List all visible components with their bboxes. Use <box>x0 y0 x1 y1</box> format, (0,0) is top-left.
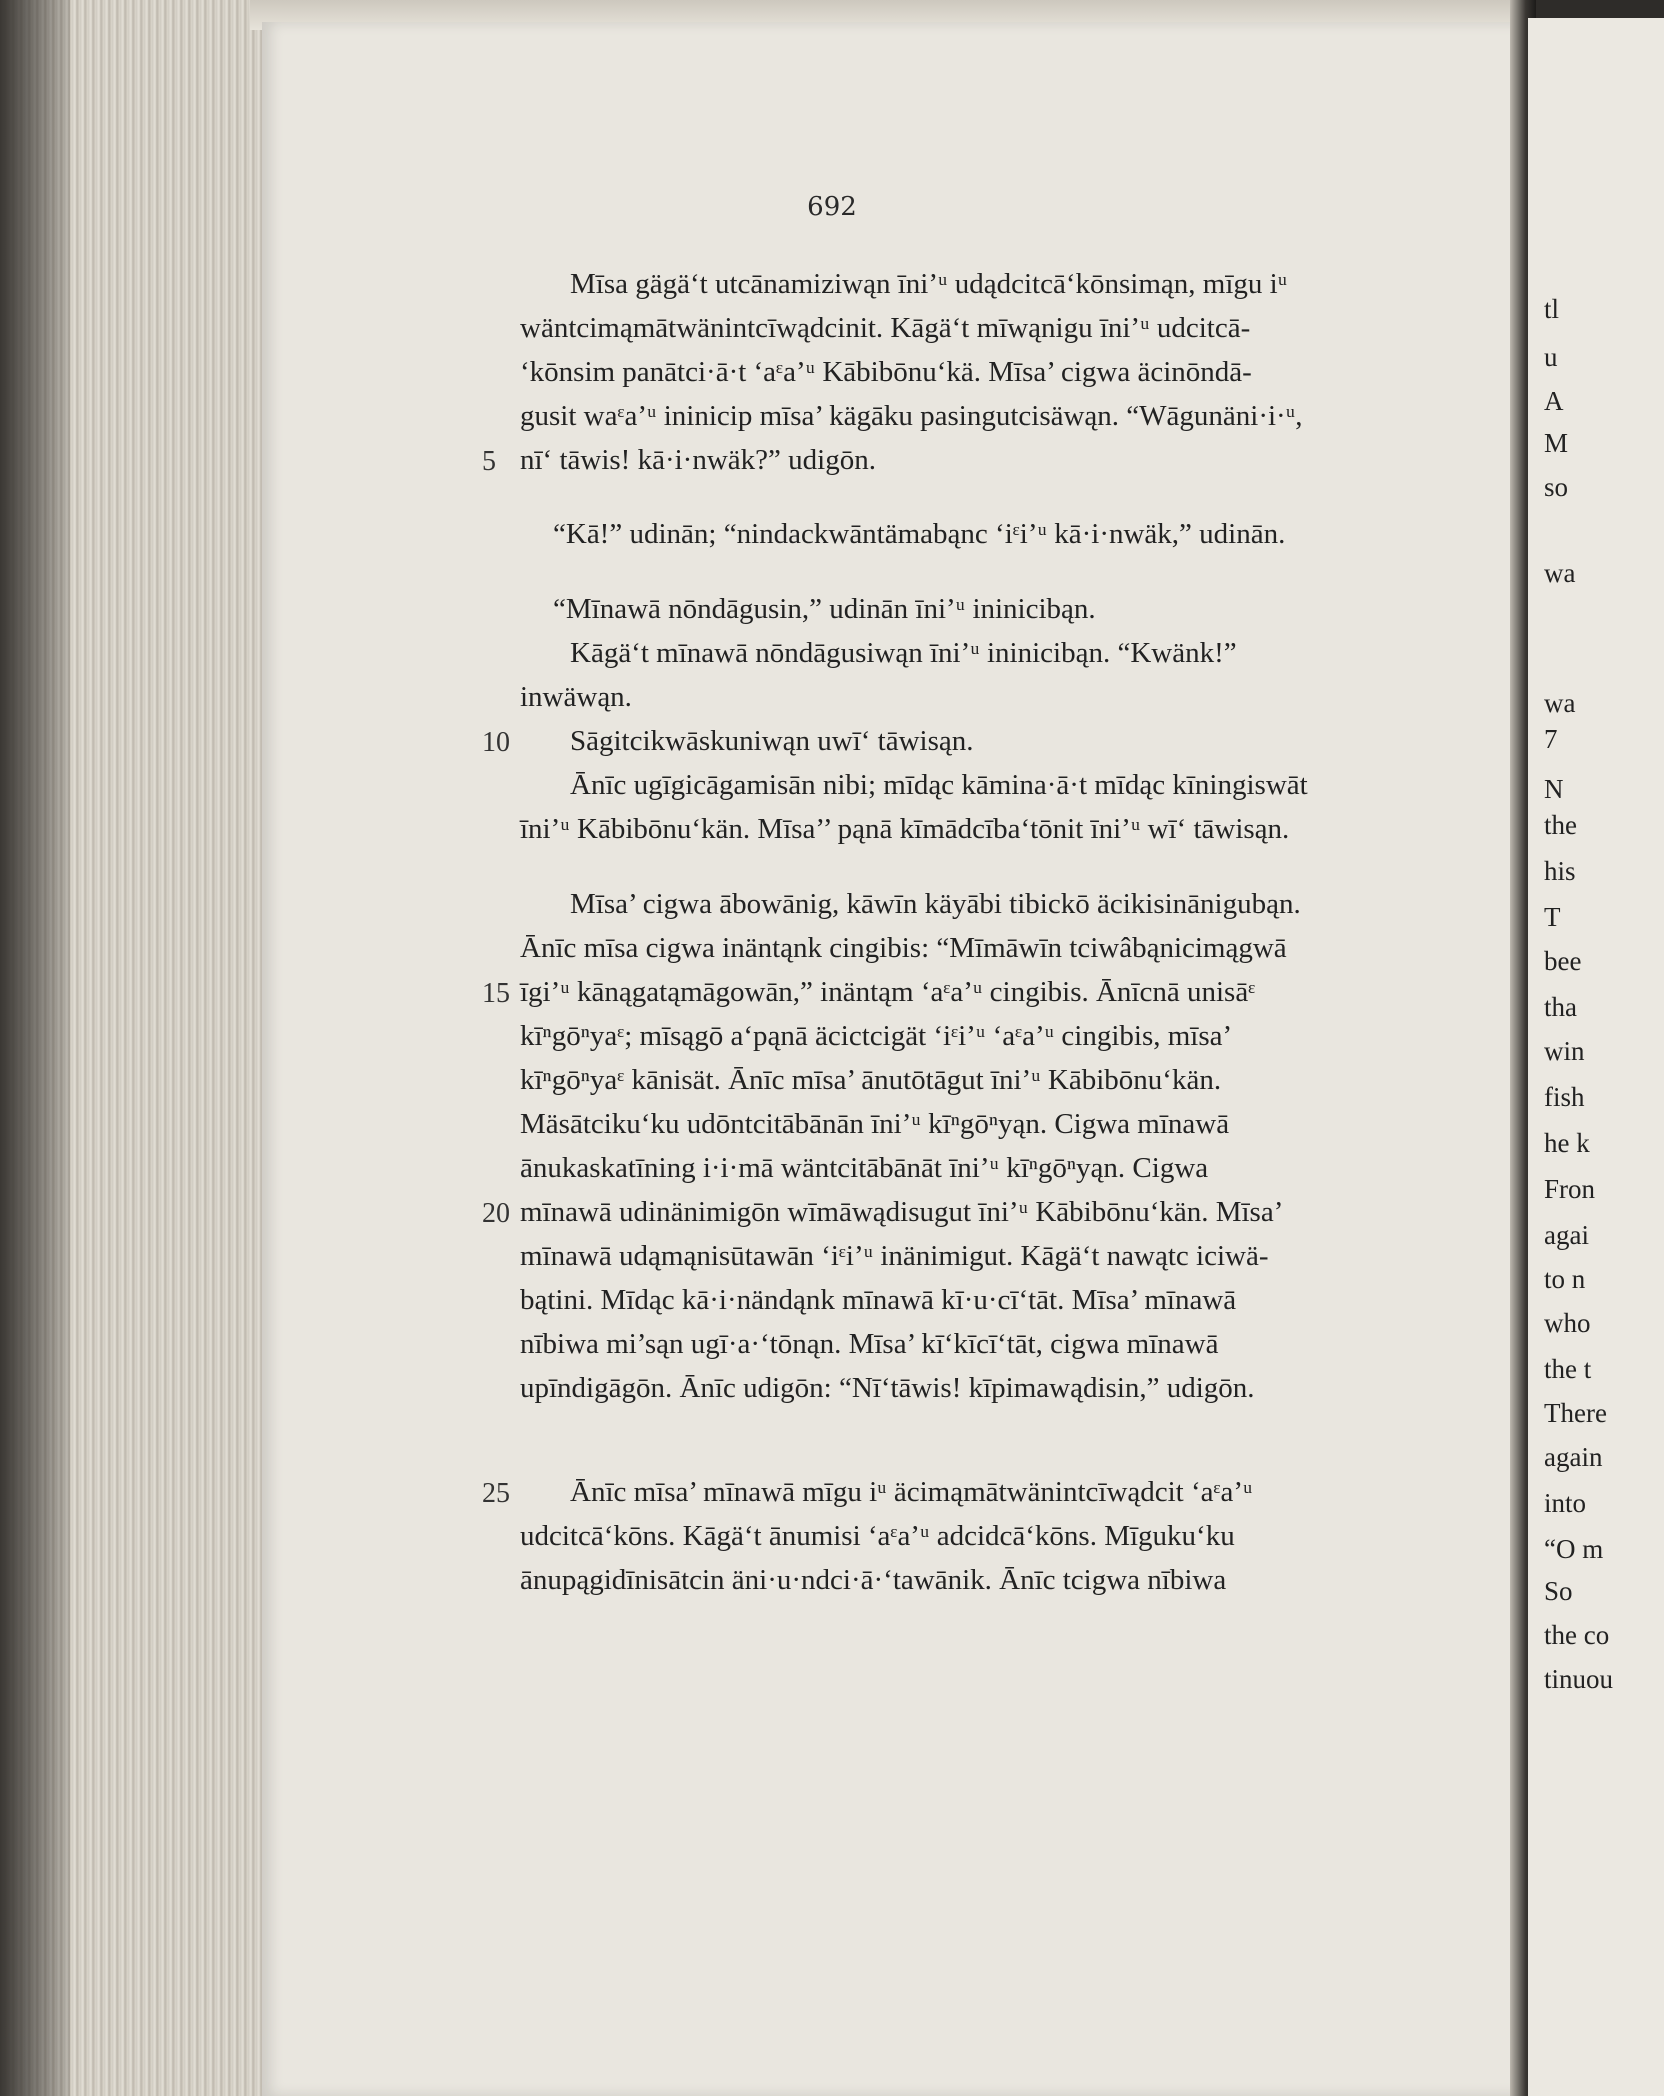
right-page-text-fragment: the co <box>1544 1620 1610 1650</box>
right-page-text-fragment: who <box>1544 1308 1591 1338</box>
text-line: gusit waᵋa’ᵘ ininicip mīsa’ kägāku pasingutcisäwąn. “Wāgunäni·i·ᵘ, <box>520 400 1303 432</box>
right-page-text-fragment: to n <box>1544 1264 1586 1294</box>
text-line: Ānīc mīsa’ mīnawā mīgu iᵘ äcimąmātwänintcīwądcit ‘aᵋa’ᵘ <box>570 1476 1253 1508</box>
right-page-text-fragment: N <box>1544 774 1564 804</box>
text-line: kīⁿgōⁿyaᵋ; mīsągō a‘pąnā äcictcigät ‘iᵋi’ᵘ ‘aᵋa’ᵘ cingibis, mīsa’ <box>520 1020 1233 1052</box>
text-line: mīnawā udąmąnisūtawān ‘iᵋi’ᵘ inänimigut. Kāgä‘t nawątc iciwä- <box>520 1240 1269 1272</box>
right-page-text-fragment: T <box>1544 902 1561 932</box>
page-number: 692 <box>807 192 857 222</box>
text-line: Mīsa gägä‘t utcānamiziwąn īni’ᵘ udądcitcā‘kōnsimąn, mīgu iᵘ <box>570 268 1288 300</box>
text-line: Ānīc mīsa cigwa inäntąnk cingibis: “Mīmāwīn tciwâbąnicimągwā <box>520 932 1287 964</box>
text-line: upīndigāgōn. Ānīc udigōn: “Nī‘tāwis! kīpimawądisin,” udigōn. <box>520 1372 1255 1404</box>
right-page-text-fragment: into <box>1544 1488 1587 1518</box>
text-line: ‘kōnsim panātci·ā·t ‘aᵋa’ᵘ Kābibōnu‘kä. Mīsa’ cigwa äcinōndā- <box>520 356 1252 388</box>
right-page-text-fragment: There <box>1544 1398 1607 1428</box>
text-line: “Mīnawā nōndāgusin,” udinān īni’ᵘ ininicibąn. <box>553 593 1096 625</box>
right-page-text-fragment: agai <box>1544 1220 1589 1250</box>
text-line: bątini. Mīdąc kā·i·nändąnk mīnawā kī·u·cī‘tāt. Mīsa’ mīnawā <box>520 1284 1237 1316</box>
text-line: Mäsātciku‘ku udōntcitābānān īni’ᵘ kīⁿgōⁿyąn. Cigwa mīnawā <box>520 1108 1230 1140</box>
text-line: udcitcā‘kōns. Kāgä‘t ānumisi ‘aᵋa’ᵘ adcidcā‘kōns. Mīguku‘ku <box>520 1520 1235 1552</box>
page-edge-shadow <box>0 0 70 2096</box>
right-page-text-fragment: he k <box>1544 1128 1590 1158</box>
text-line: “Kā!” udinān; “nindackwāntämabąnc ‘iᵋi’ᵘ kā·i·nwäk,” udinān. <box>553 518 1286 550</box>
right-page-text-fragment: 7 <box>1544 724 1558 754</box>
right-page-text-fragment: tha <box>1544 992 1577 1022</box>
right-page-text-fragment: bee <box>1544 946 1582 976</box>
text-line: īni’ᵘ Kābibōnu‘kän. Mīsa’’ pąnā kīmādcība‘tōnit īni’ᵘ wī‘ tāwisąn. <box>520 813 1290 845</box>
right-page-text-fragment: “O m <box>1544 1534 1604 1564</box>
right-page-text-fragment: u <box>1544 342 1558 372</box>
right-page-text-fragment: wa <box>1544 558 1576 588</box>
right-page-text-fragment: the t <box>1544 1354 1592 1384</box>
text-line: ānukaskatīning i·i·mā wäntcitābānāt īni’ᵘ kīⁿgōⁿyąn. Cigwa <box>520 1152 1209 1184</box>
text-line: Sāgitcikwāskuniwąn uwī‘ tāwisąn. <box>570 725 974 757</box>
text-line: nī‘ tāwis! kā·i·nwäk?” udigōn. <box>520 444 876 476</box>
text-line: nībiwa mi’sąn ugī·a·‘tōnąn. Mīsa’ kī‘kīcī‘tāt, cigwa mīnawā <box>520 1328 1219 1360</box>
line-number: 5 <box>482 446 496 477</box>
right-page-text-fragment: A <box>1544 386 1564 416</box>
text-line: ānupągidīnisātcin äni·u·ndci·ā·‘tawānik. Ānīc tcigwa nībiwa <box>520 1564 1227 1596</box>
line-number: 25 <box>482 1478 510 1509</box>
right-page-text-fragment: tinuou <box>1544 1664 1614 1694</box>
text-line: Ānīc ugīgicāgamisān nibi; mīdąc kāmina·ā·t mīdąc kīningiswāt <box>570 769 1308 801</box>
line-number: 10 <box>482 727 510 758</box>
text-line: Kāgä‘t mīnawā nōndāgusiwąn īni’ᵘ ininicibąn. “Kwänk!” <box>570 637 1237 669</box>
text-line: inwäwąn. <box>520 681 632 713</box>
text-line: mīnawā udinänimigōn wīmāwądisugut īni’ᵘ Kābibōnu‘kän. Mīsa’ <box>520 1196 1284 1228</box>
right-page-text-fragment: fish <box>1544 1082 1585 1112</box>
text-line: kīⁿgōⁿyaᵋ kānisät. Ānīc mīsa’ ānutōtāgut īni’ᵘ Kābibōnu‘kän. <box>520 1064 1222 1096</box>
right-page-text-fragment: the <box>1544 810 1577 840</box>
right-page-text-fragment: tl <box>1544 294 1560 324</box>
line-number: 20 <box>482 1198 510 1229</box>
text-line: īgi’ᵘ kānągatąmāgowān,” inäntąm ‘aᵋa’ᵘ cingibis. Ānīcnā unisāᵋ <box>520 976 1256 1008</box>
right-page-text-fragment: M <box>1544 428 1569 458</box>
right-page-text-fragment: win <box>1544 1036 1585 1066</box>
right-page-text-fragment: wa <box>1544 688 1576 718</box>
line-number: 15 <box>482 978 510 1009</box>
text-line: Mīsa’ cigwa ābowānig, kāwīn käyābi tibickō äcikisinānigubąn. <box>570 888 1301 920</box>
text-line: wäntcimąmātwänintcīwądcinit. Kāgä‘t mīwąnigu īni’ᵘ udcitcā- <box>520 312 1251 344</box>
right-page-partial <box>1528 18 1664 2096</box>
right-page-text-fragment: Fron <box>1544 1174 1596 1204</box>
right-page-text-fragment: his <box>1544 856 1576 886</box>
right-page-text-fragment: So <box>1544 1576 1573 1606</box>
right-page-text-fragment: so <box>1544 472 1569 502</box>
right-page-text-fragment: again <box>1544 1442 1603 1472</box>
